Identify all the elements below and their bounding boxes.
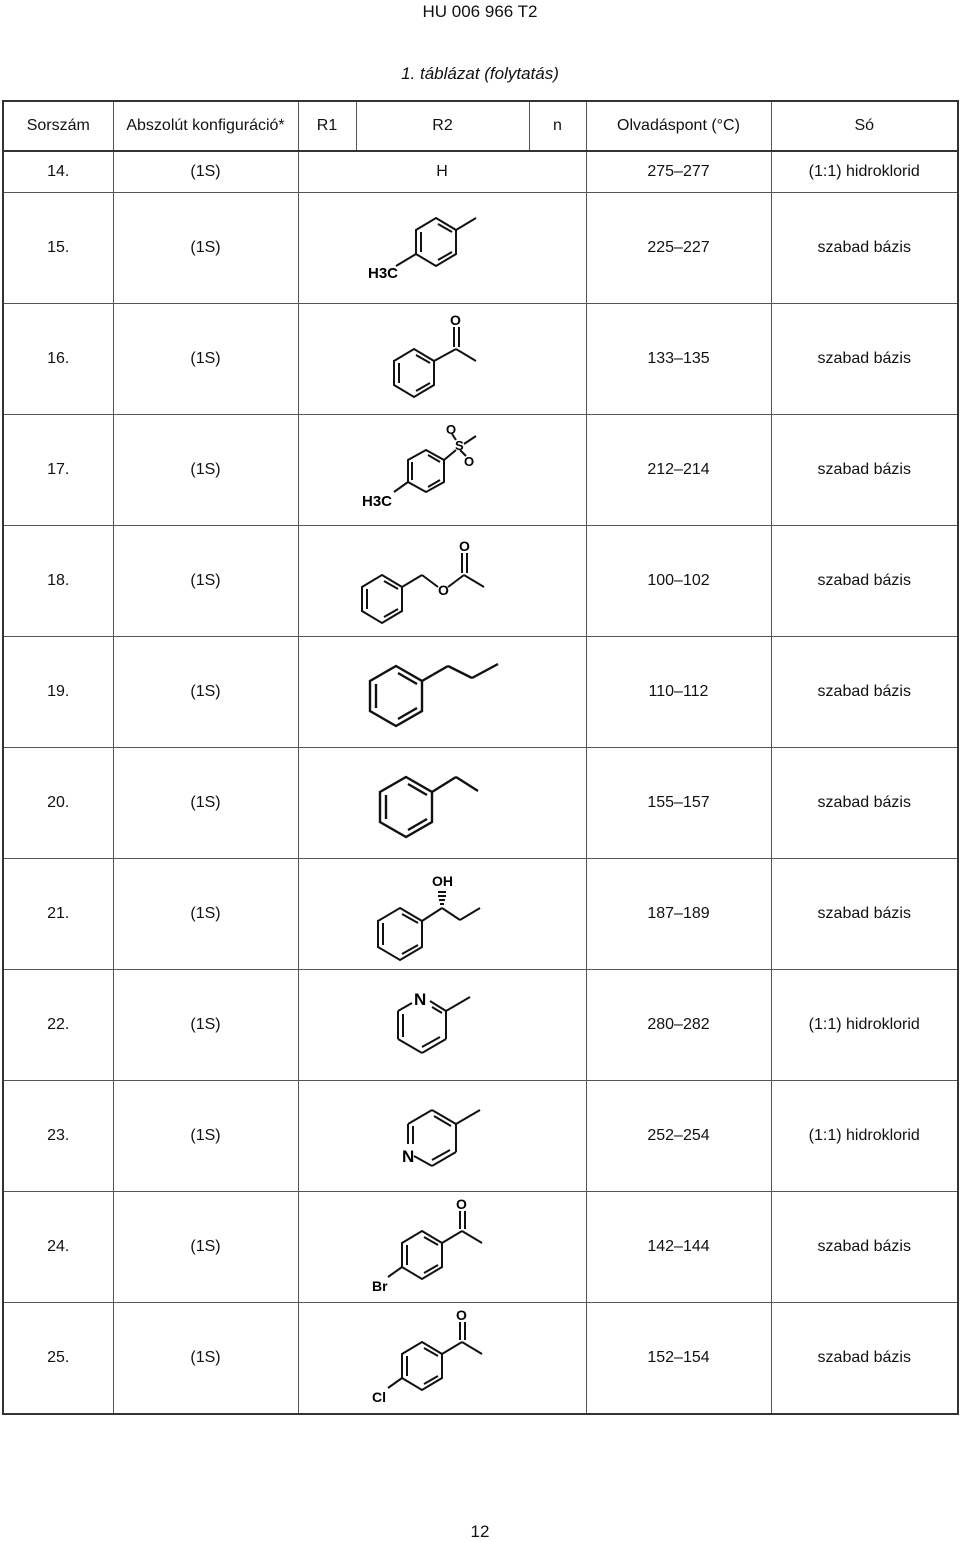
row-config: (1S): [113, 859, 298, 970]
label-o-carbonyl: O: [459, 538, 470, 554]
table-row: [3, 526, 958, 637]
col-header-config: Abszolút konfiguráció*: [113, 101, 298, 151]
table-row: [3, 151, 958, 193]
row-number: 17.: [3, 415, 113, 526]
col-header-mp: Olvadáspont (°C): [586, 101, 771, 151]
structure-benzyl-ester: [342, 531, 542, 631]
structure-4-chlorophenyl-ketone: [342, 1308, 542, 1408]
page-number: 12: [470, 1522, 490, 1541]
structure-cell: [298, 193, 586, 304]
row-number: 16.: [3, 304, 113, 415]
table-row: [3, 637, 958, 748]
table-caption: 1. táblázat (folytatás): [401, 64, 559, 83]
col-header-salt: Só: [771, 101, 958, 151]
row-salt: szabad bázis: [771, 637, 958, 748]
structure-cell: [298, 526, 586, 637]
row-number: 19.: [3, 637, 113, 748]
col-header-r1: R1: [298, 101, 356, 151]
row-config: (1S): [113, 193, 298, 304]
table-row: [3, 748, 958, 859]
row-mp: 155–157: [586, 748, 771, 859]
label-h3c: H3C: [368, 265, 399, 282]
row-config: (1S): [113, 526, 298, 637]
structure-cell: [298, 859, 586, 970]
structure-4-bromophenyl-ketone: [342, 1197, 542, 1297]
row-config: (1S): [113, 637, 298, 748]
row-salt: szabad bázis: [771, 1303, 958, 1415]
document-id: HU 006 966 T2: [422, 2, 538, 21]
label-br: Br: [372, 1278, 388, 1294]
row-number: 24.: [3, 1192, 113, 1303]
row-config: (1S): [113, 970, 298, 1081]
structure-phenylpropanol: [342, 864, 542, 964]
row-salt: szabad bázis: [771, 859, 958, 970]
row-config: (1S): [113, 304, 298, 415]
structure-cell: [298, 1303, 586, 1415]
structure-acetophenone: [342, 309, 542, 409]
structure-cell: [298, 1192, 586, 1303]
label-cl: Cl: [372, 1389, 386, 1405]
structure-cell: [298, 748, 586, 859]
row-config: (1S): [113, 1303, 298, 1415]
row-mp: 275–277: [586, 151, 771, 193]
row-salt: szabad bázis: [771, 304, 958, 415]
row-salt: szabad bázis: [771, 748, 958, 859]
row-number: 18.: [3, 526, 113, 637]
label-o-top: O: [446, 422, 457, 437]
label-o: O: [456, 1308, 467, 1323]
table-header-row: [3, 101, 958, 151]
row-mp: 187–189: [586, 859, 771, 970]
table-row: [3, 1303, 958, 1415]
label-o: O: [456, 1197, 467, 1212]
row-mp: 100–102: [586, 526, 771, 637]
row-mp: 212–214: [586, 415, 771, 526]
row-config: (1S): [113, 748, 298, 859]
row-number: 25.: [3, 1303, 113, 1415]
label-o-ether: O: [438, 582, 449, 598]
row-number: 20.: [3, 748, 113, 859]
row-mp: 152–154: [586, 1303, 771, 1415]
row-config: (1S): [113, 1081, 298, 1192]
table-row: [3, 970, 958, 1081]
label-oh: OH: [432, 873, 453, 889]
row-config: (1S): [113, 415, 298, 526]
col-header-r2: R2: [356, 101, 529, 151]
label-o: O: [450, 312, 461, 328]
structure-cell: [298, 970, 586, 1081]
row-mp: 225–227: [586, 193, 771, 304]
col-header-n: n: [529, 101, 586, 151]
row-salt: szabad bázis: [771, 193, 958, 304]
structure-p-tolyl: [342, 198, 542, 298]
structure-tolyl-sulfonyl: [342, 420, 542, 520]
structure-cell: [298, 415, 586, 526]
row-salt: szabad bázis: [771, 1192, 958, 1303]
structure-cell: [298, 304, 586, 415]
row-salt: szabad bázis: [771, 415, 958, 526]
table-row: [3, 1081, 958, 1192]
structure-ethylphenyl: [342, 753, 542, 853]
structure-cell: [298, 637, 586, 748]
row-salt: szabad bázis: [771, 526, 958, 637]
compound-table: [2, 100, 959, 1415]
row-number: 21.: [3, 859, 113, 970]
col-header-sorszam: Sorszám: [3, 101, 113, 151]
row-mp: 133–135: [586, 304, 771, 415]
label-n: N: [414, 990, 427, 1009]
label-n: N: [402, 1147, 415, 1166]
row-config: (1S): [113, 1192, 298, 1303]
table-row: [3, 193, 958, 304]
row-r2-text: H: [298, 151, 586, 193]
structure-cell: [298, 1081, 586, 1192]
row-mp: 110–112: [586, 637, 771, 748]
structure-2-pyridyl: [342, 975, 542, 1075]
table-row: [3, 304, 958, 415]
row-number: 22.: [3, 970, 113, 1081]
label-s: S: [455, 438, 464, 453]
row-mp: 252–254: [586, 1081, 771, 1192]
row-number: 23.: [3, 1081, 113, 1192]
row-salt: (1:1) hidroklorid: [771, 1081, 958, 1192]
row-salt: (1:1) hidroklorid: [771, 151, 958, 193]
row-number: 15.: [3, 193, 113, 304]
structure-4-pyridyl: [342, 1086, 542, 1186]
table-row: [3, 1192, 958, 1303]
label-h3c: H3C: [362, 493, 393, 510]
row-salt: (1:1) hidroklorid: [771, 970, 958, 1081]
row-number: 14.: [3, 151, 113, 193]
label-o-bottom: O: [464, 454, 475, 469]
structure-propylphenyl: [342, 642, 542, 742]
table-row: [3, 859, 958, 970]
row-mp: 280–282: [586, 970, 771, 1081]
row-mp: 142–144: [586, 1192, 771, 1303]
row-config: (1S): [113, 151, 298, 193]
table-row: [3, 415, 958, 526]
